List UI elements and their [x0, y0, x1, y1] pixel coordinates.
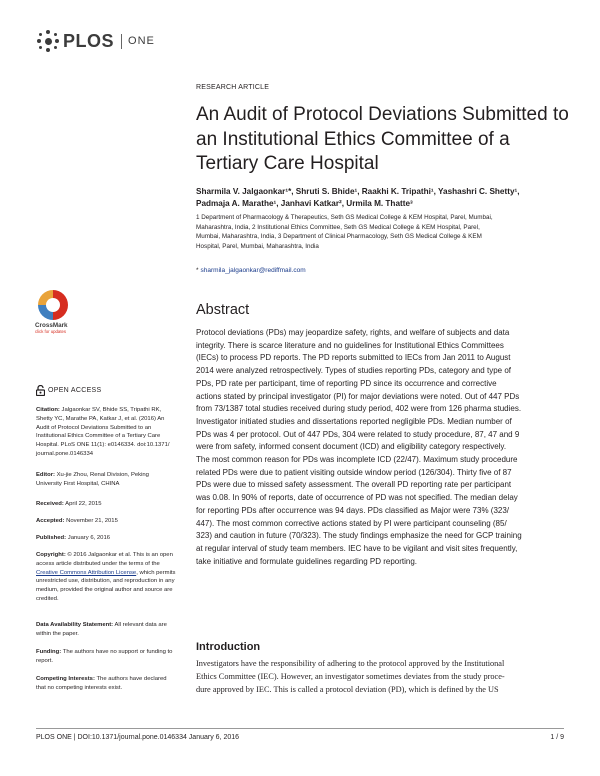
crossmark-sublabel: click for updates — [35, 329, 67, 334]
abstract-line: related PDs were due to patient visiting outside window period (126/304). Thirty five of 87 — [196, 467, 512, 477]
data-availability-block — [36, 621, 184, 639]
abstract-line: was 0.08. In 90% of reports, date of occurrence of PD was not specified. The median delay — [196, 493, 518, 503]
abstract-line: from 73/1387 total studies received during study period, 402 were from 126 pharma studies. — [196, 404, 522, 414]
abstract-line: Protocol deviations (PDs) may jeopardize safety, rights, and welfare of subjects and data — [196, 328, 510, 337]
abstract-line: PDs were due to missed safety assessment. The overall PD reporting rate per participant — [196, 480, 512, 490]
abstract-text — [196, 327, 566, 568]
citation-text: Institutional Ethics Committee of a Tertiary Care — [36, 433, 161, 440]
abstract-line: The most common reason for PDs was incomplete ICD (22/47). Maximum study procedure — [196, 455, 518, 465]
abstract-line: were from safety, informed consent document (ICD) and eligibility category respectively. — [196, 442, 507, 452]
article-title — [196, 103, 576, 177]
brand-name: PLOS — [63, 30, 115, 51]
abstract-line: 2014 were analyzed retrospectively. Types of studies reporting PDs, category and type of — [196, 366, 511, 376]
competing-interests-label: Competing Interests: — [36, 676, 95, 682]
title-line: an Institutional Ethics Committee of a — [196, 128, 510, 150]
citation-text: Hospital. PLoS ONE 11(1): e0146334. doi:10.1371/ — [36, 442, 170, 449]
published-label: Published: — [36, 535, 67, 541]
title-line: An Audit of Protocol Deviations Submitted to — [196, 104, 569, 125]
citation-label: Citation: — [36, 407, 60, 413]
funding-text: report. — [36, 657, 54, 664]
copyright-text: unrestricted use, distribution, and reproduction in any — [36, 578, 175, 585]
copyright-block — [36, 551, 184, 604]
introduction-line: Investigators have the responsibility of adhering to the protocol approved by the Institutional — [196, 659, 505, 668]
open-access-label: OPEN ACCESS — [48, 387, 102, 394]
copyright-text: access article distributed under the terms of the — [36, 560, 160, 567]
published-block — [36, 534, 184, 543]
competing-interests-text: The authors have declared — [96, 676, 167, 682]
abstract-line: (IECs) to process PD reports. The PD reports submitted to IECs from Jan 2011 to August — [196, 353, 511, 363]
abstract-line: for reporting PDs after occurrence was 94 days. PDs classified as Major were 73% (323/ — [196, 505, 510, 515]
plos-dots-icon — [36, 30, 60, 52]
introduction-heading: Introduction — [196, 641, 261, 653]
abstract-line: actions stated by principal investigator (PI) for major deviations were noted. Out of 447 PDs — [196, 391, 520, 401]
abstract-line: at regular interval of study team members. IEC have to be vigilant and visit sites frequently, — [196, 543, 518, 553]
abstract-line: integrity. There is scarce literature and no guidelines for Institutional Ethics Committees — [196, 340, 504, 350]
copyright-label: Copyright: — [36, 552, 66, 558]
plos-logo[interactable] — [36, 30, 155, 52]
crossmark-badge[interactable] — [35, 290, 71, 334]
copyright-text: credited. — [36, 595, 59, 602]
accepted-date: November 21, 2015 — [66, 518, 118, 524]
abstract-line: Investigator initiated studies and dissertations reported negligible PDs. Median number of — [196, 416, 512, 426]
citation-text: Jalgaonkar SV, Bhide SS, Tripathi RK, — [61, 407, 162, 413]
affiliation-line: Mumbai, Maharashtra, India, 3 Department of Clinical Pharmacology, Seth GS Medical College & KEM — [196, 233, 482, 241]
crossmark-label: CrossMark — [35, 322, 68, 329]
introduction-line: dure approved by IEC. This is called a protocol deviation (PD), which is defined by the US — [196, 684, 499, 694]
accepted-label: Accepted: — [36, 518, 65, 524]
editor-label: Editor: — [36, 472, 55, 478]
affiliation-line: Maharashtra, India, 2 Institutional Ethics Committee, Seth GS Medical College & KEM Hospital, Parel, — [196, 223, 480, 231]
open-access-badge — [36, 385, 101, 396]
abstract-line: PDs, PD rate per participant, time of reporting PD since its occurrence and corrective — [196, 378, 497, 388]
corresponding-marker: * — [196, 267, 199, 274]
affiliation-line: 1 Department of Pharmacology & Therapeutics, Seth GS Medical College & KEM Hospital, Parel, Mumbai, — [196, 214, 493, 221]
journal-name: ONE — [128, 35, 155, 47]
copyright-text: © 2016 Jalgaonkar et al. This is an open — [67, 552, 173, 558]
copyright-text: medium, provided the original author and source are — [36, 587, 173, 594]
editor-text: University First Hospital, CHINA — [36, 480, 120, 487]
corresponding-email-link[interactable]: sharmila_jalgaonkar@rediffmail.com — [200, 267, 306, 274]
copyright-text: , which permits — [136, 569, 176, 576]
affiliation-line: Hospital, Parel, Mumbai, Maharashtra, India — [196, 242, 319, 250]
competing-interests-block — [36, 675, 184, 693]
citation-text: Audit of Protocol Deviations Submitted to an — [36, 424, 152, 431]
footer-citation: PLOS ONE | DOI:10.1371/journal.pone.0146334 January 6, 2016 — [36, 734, 240, 741]
article-type: RESEARCH ARTICLE — [196, 84, 270, 91]
abstract-line: take initiative and formulate guidelines regarding PD reporting. — [196, 556, 418, 566]
data-availability-text: All relevant data are — [114, 622, 167, 628]
abstract-heading: Abstract — [196, 302, 250, 318]
logo-divider — [121, 34, 122, 49]
author-line: Sharmila V. Jalgaonkar¹*, Shruti S. Bhide¹, Raakhi K. Tripathi¹, Yashashri C. Shetty¹, — [196, 187, 520, 196]
funding-label: Funding: — [36, 649, 62, 655]
received-date: April 22, 2015 — [65, 501, 102, 507]
introduction-text — [196, 658, 566, 696]
author-list — [196, 186, 562, 210]
license-link[interactable]: Creative Commons Attribution License — [36, 569, 137, 576]
data-availability-text: within the paper. — [36, 630, 79, 637]
abstract-line: 447). The most common corrective actions stated by PI were participant counseling (85/ — [196, 518, 507, 528]
open-lock-icon — [36, 385, 45, 396]
corresponding-author — [196, 267, 306, 274]
funding-block — [36, 648, 184, 666]
title-line: Tertiary Care Hospital — [196, 153, 379, 174]
citation-text: journal.pone.0146334 — [36, 450, 93, 457]
footer-divider — [36, 728, 564, 729]
abstract-line: PDs was 4 per protocol. Out of 447 PDs, 304 were related to study procedure, 87, 47 and 9 — [196, 429, 520, 439]
affiliations — [196, 213, 564, 251]
received-label: Received: — [36, 501, 64, 507]
page-number: 1 / 9 — [550, 734, 564, 741]
abstract-line: 323) and caution in future (70/323). The study findings emphasize the need for GCP training — [196, 531, 522, 541]
author-line: Padmaja A. Marathe¹, Janhavi Katkar², Urmila M. Thatte³ — [196, 199, 413, 208]
data-availability-label: Data Availability Statement: — [36, 622, 114, 628]
accepted-block — [36, 517, 184, 526]
citation-block — [36, 406, 184, 459]
introduction-line: Ethics Committee (IEC). However, an investigator sometimes deviates from the study proce- — [196, 671, 505, 681]
published-date: January 6, 2016 — [67, 535, 110, 541]
editor-block — [36, 471, 184, 489]
received-block — [36, 500, 184, 509]
citation-text: Shetty YC, Marathe PA, Katkar J, et al. (2016) An — [36, 415, 165, 422]
funding-text: The authors have no support or funding to — [62, 649, 173, 655]
editor-text: Xu-jie Zhou, Renal Division, Peking — [56, 472, 149, 478]
competing-interests-text: that no competing interests exist. — [36, 684, 123, 691]
crossmark-icon — [38, 290, 68, 320]
